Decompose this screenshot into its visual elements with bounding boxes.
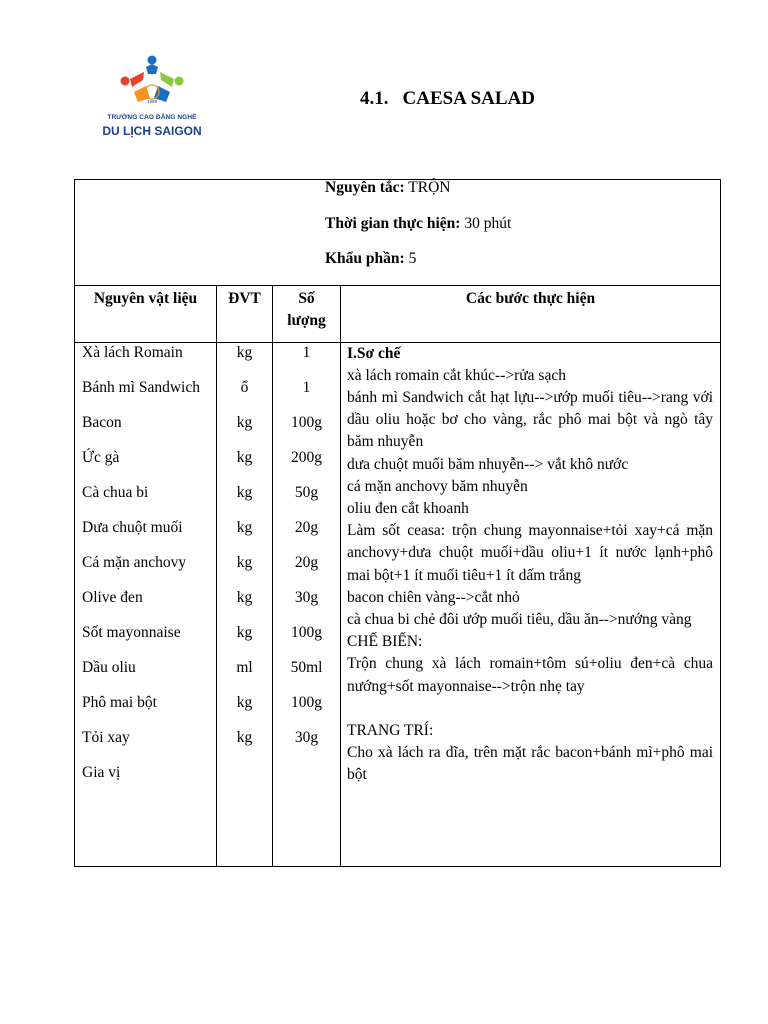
steps-column: [341, 342, 721, 867]
ingredient-name: Dưa chuột muối: [82, 518, 183, 536]
ingredient-name: Gia vị: [82, 763, 121, 781]
time-value: 30 phút: [464, 214, 512, 232]
logo-badge-text: 1999: [146, 99, 158, 104]
ingredient-quantity: 1: [302, 343, 311, 361]
ingredient-unit: ổ: [240, 378, 249, 396]
time-label: Thời gian thực hiện:: [325, 214, 461, 232]
prep-step: cá mặn anchovy băm nhuyễn: [347, 477, 528, 495]
prep-step: oliu đen cắt khoanh: [347, 499, 469, 517]
ingredient-unit: kg: [236, 728, 253, 746]
quantity-column: [273, 342, 341, 867]
ingredient-unit: kg: [236, 483, 253, 501]
garnish-step: Cho xà lách ra dĩa, trên mặt rắc bacon+bánh mì+phô mai bột: [347, 743, 714, 784]
header-quantity: Số lượng: [273, 285, 341, 342]
ingredient-quantity: 50g: [294, 483, 319, 501]
ingredient-name: Tỏi xay: [82, 728, 130, 746]
portion-value: 5: [408, 250, 417, 267]
principle-value: TRỘN: [408, 179, 451, 196]
ingredient-name: Ức gà: [82, 448, 120, 466]
ingredient-name: Dầu oliu: [82, 658, 136, 676]
ingredient-quantity: 1: [302, 378, 311, 396]
ingredient-quantity: 200g: [291, 448, 322, 466]
ingredient-quantity: 30g: [294, 588, 319, 606]
prep-step: bacon chiên vàng-->cắt nhỏ: [347, 588, 520, 606]
ingredient-name: Bacon: [82, 413, 122, 431]
ingredient-quantity: 100g: [291, 693, 322, 711]
ingredient-unit: kg: [236, 343, 253, 361]
garnish-heading: TRANG TRÍ:: [347, 721, 434, 739]
principle-label: Nguyên tắc:: [325, 179, 405, 196]
unit-column: [217, 342, 273, 867]
ingredient-unit: kg: [236, 693, 253, 711]
ingredient-name: Phô mai bột: [82, 693, 157, 711]
ingredient-unit: kg: [236, 518, 253, 536]
time-line: [325, 214, 720, 250]
ingredient-column: [75, 342, 217, 867]
recipe-name: CAESA SALAD: [402, 88, 536, 109]
ingredient-quantity: 50ml: [290, 658, 323, 676]
logo-emblem-icon: [116, 52, 188, 112]
prep-step: bánh mì Sandwich cắt hạt lựu-->ướp muối tiêu-->rang với dầu oliu hoặc bơ cho vàng, rắc phô mai bột và ngò tây băm nhuyễn: [347, 388, 714, 451]
header-steps: Các bước thực hiện: [341, 285, 721, 342]
ingredient-unit: kg: [236, 448, 253, 466]
ingredient-name: Cá mặn anchovy: [82, 553, 187, 571]
school-logo: [100, 52, 204, 144]
ingredient-unit: kg: [236, 623, 253, 641]
ingredient-name: Bánh mì Sandwich: [82, 378, 200, 396]
ingredient-quantity: 20g: [294, 518, 319, 536]
portion-label: Khẩu phần:: [325, 250, 405, 267]
process-heading: CHẾ BIẾN:: [347, 633, 423, 651]
principle-line: [325, 178, 720, 214]
ingredient-unit: kg: [236, 413, 253, 431]
ingredient-unit: ml: [236, 658, 253, 676]
prep-heading: I.Sơ chế: [347, 344, 401, 362]
header-ingredient: Nguyên vật liệu: [75, 285, 217, 342]
recipe-table: [74, 179, 721, 867]
ingredient-quantity: [273, 763, 340, 798]
prep-step: xà lách romain cắt khúc-->rửa sạch: [347, 366, 566, 384]
ingredient-name: Olive đen: [82, 588, 143, 606]
ingredient-name: Sốt mayonnaise: [82, 623, 181, 641]
prep-step: Làm sốt ceasa: trộn chung mayonnaise+tỏi xay+cá mặn anchovy+dưa chuột muối+dầu oliu+1 ít nước lạnh+phô mai bột+1 ít muối tiêu+1 ít dấm trắng: [347, 522, 714, 584]
prep-step: cà chua bi chẻ đôi ướp muối tiêu, dầu ăn-->nướng vàng: [347, 610, 692, 628]
recipe-info: [75, 180, 721, 286]
ingredient-unit: [217, 763, 272, 798]
ingredient-quantity: 20g: [294, 553, 319, 571]
prep-step: dưa chuột muối băm nhuyễn--> vắt khô nước: [347, 455, 629, 473]
header-unit: ĐVT: [217, 285, 273, 342]
ingredient-unit: kg: [236, 588, 253, 606]
recipe-number: 4.1.: [360, 88, 389, 109]
portion-line: [325, 249, 720, 285]
ingredient-quantity: 100g: [291, 623, 322, 641]
ingredient-quantity: 30g: [294, 728, 319, 746]
logo-school-type: TRƯỜNG CAO ĐẲNG NGHỀ: [107, 114, 197, 121]
ingredient-name: Cà chua bi: [82, 483, 149, 501]
ingredient-name: Xà lách Romain: [82, 343, 183, 361]
logo-school-name: DU LỊCH SAIGON: [102, 124, 202, 138]
process-step: Trộn chung xà lách romain+tôm sú+oliu đen+cà chua nướng+sốt mayonnaise-->trộn nhẹ tay: [347, 655, 714, 695]
recipe-title: [360, 88, 535, 110]
ingredient-unit: kg: [236, 553, 253, 571]
ingredient-quantity: 100g: [291, 413, 322, 431]
